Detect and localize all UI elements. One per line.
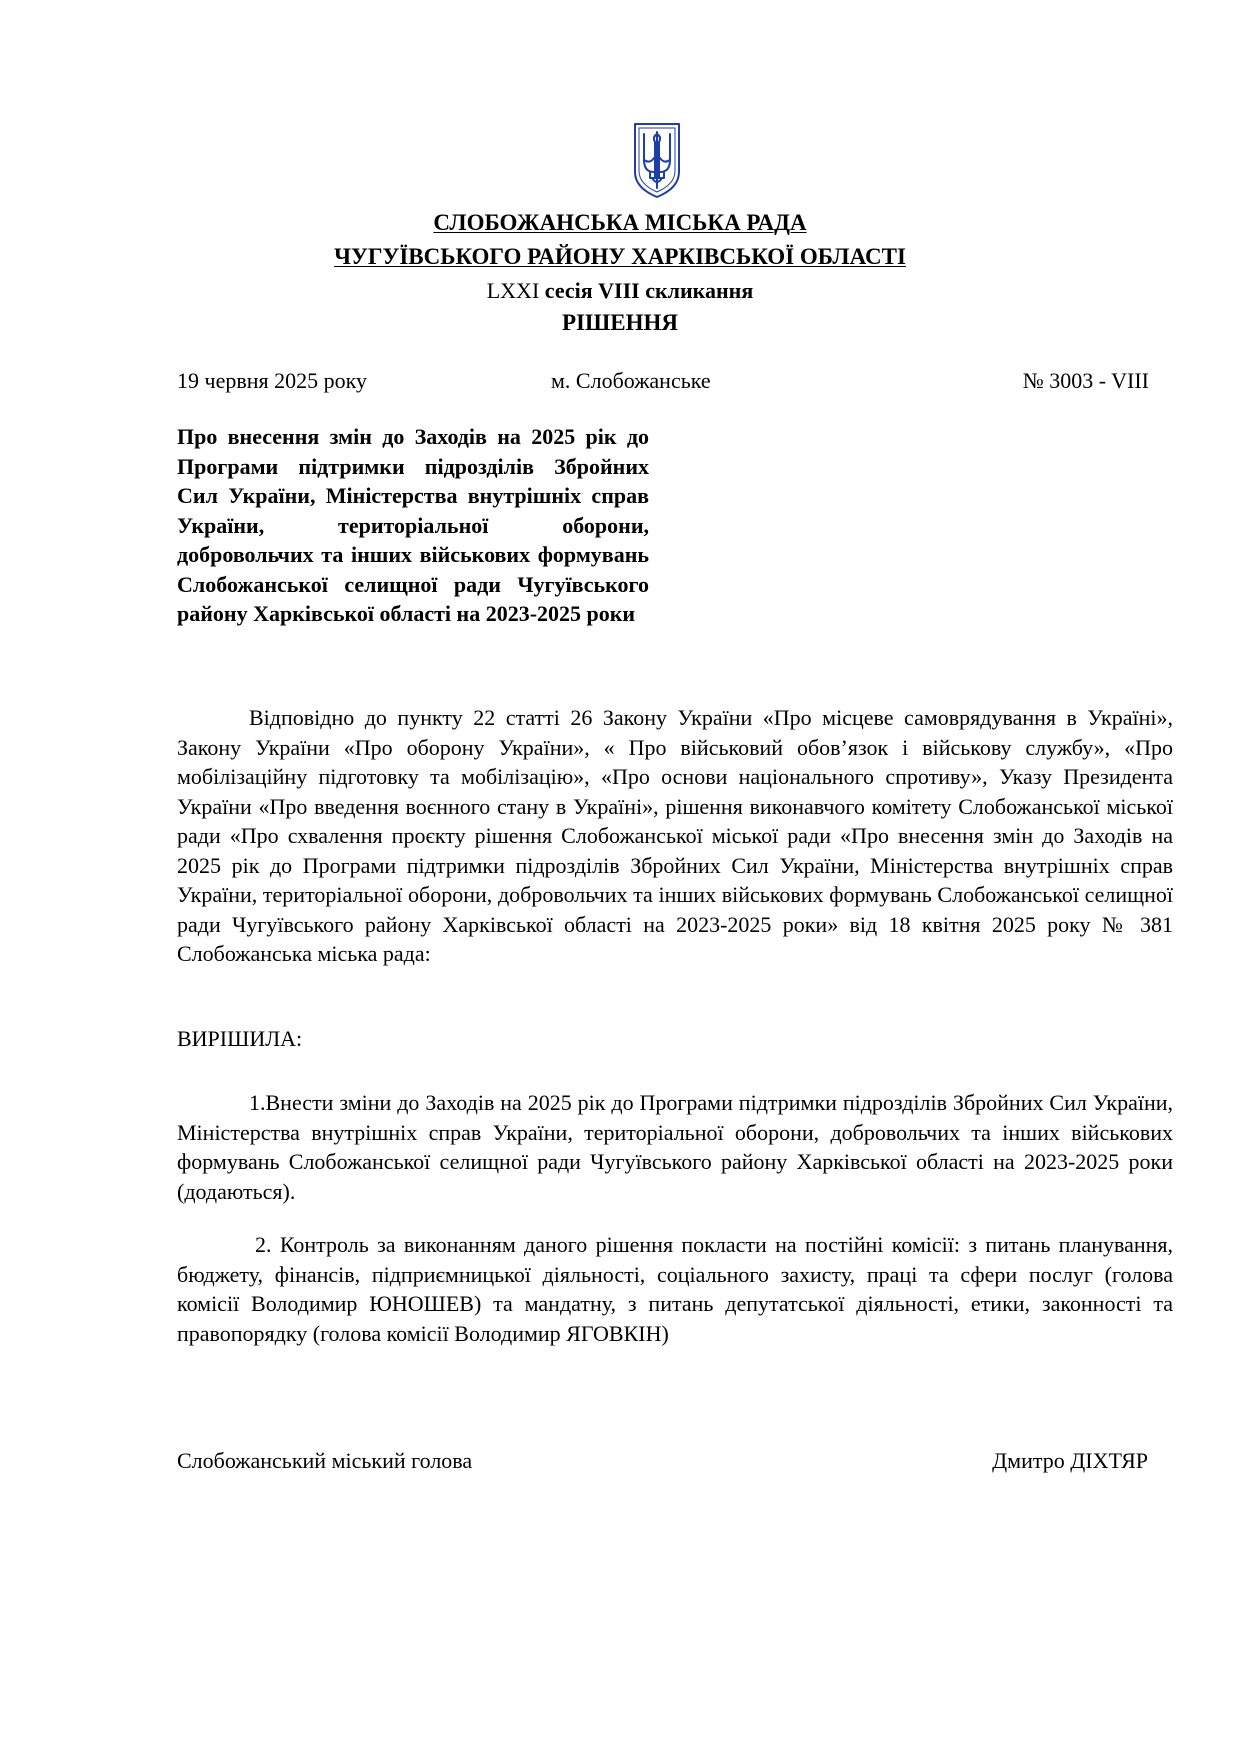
document-meta bbox=[177, 366, 1149, 396]
session-line bbox=[0, 276, 1240, 306]
coat-of-arms-icon bbox=[632, 120, 682, 200]
signatory-name: Дмитро ДІХТЯР bbox=[992, 1448, 1148, 1473]
decision-item-1: 1.Внести зміни до Заходів на 2025 рік до Програми підтримки підрозділів Збройних Сил України, Міністерства внутрішніх справ України, територіальної оборони, добровольчих та інших військових формувань Слобожанської селищної ради Чугуївського району Харківської області на 2023-2025 роки (додаються). bbox=[177, 1090, 1173, 1204]
document-place: м. Слобожанське bbox=[551, 368, 711, 393]
document-number: № 3003 - VIII bbox=[1022, 368, 1149, 393]
decision-item-2: 2. Контроль за виконанням даного рішення покласти на постійні комісії: з питань планування, бюджету, фінансів, підприємницької діяльності, соціального захисту, праці та сфери послуг (голова комісії Володимир ЮНОШЕВ) та мандатну, з питань депутатської діяльності, етики, законності та правопорядку (голова комісії Володимир ЯГОВКІН) bbox=[177, 1232, 1173, 1346]
session-rest: сесія VIII скликання bbox=[539, 278, 754, 303]
signatory-position: Слобожанський міський голова bbox=[177, 1448, 473, 1473]
council-name: СЛОБОЖАНСЬКА МІСЬКА РАДА bbox=[433, 210, 807, 235]
decided-heading: ВИРІШИЛА: bbox=[177, 1026, 303, 1051]
document-type: РІШЕННЯ bbox=[562, 310, 678, 335]
decision-title: Про внесення змін до Заходів на 2025 рік до Програми підтримки підрозділів Збройних Сил України, Міністерства внутрішніх справ України, територіальної оборони, добровольчих та інших військових формувань Слобожанської селищної ради Чугуївського району Харківської області на 2023-2025 роки bbox=[177, 424, 649, 626]
document-date: 19 червня 2025 року bbox=[177, 368, 367, 393]
preamble-paragraph: Відповідно до пункту 22 статті 26 Закону України «Про місцеве самоврядування в Україні», Закону України «Про оборону України», « Про військовий обов’язок і військову службу», «Про мобілізаційну підготовку та мобілізацію», «Про основи національного спротиву», Указу Президента України «Про введення воєнного стану в Україні», рішення виконавчого комітету Слобожанської міської ради «Про схвалення проєкту рішення Слобожанської міської ради «Про внесення змін до Заходів на 2025 рік до Програми підтримки підрозділів Збройних Сил України, Міністерства внутрішніх справ України, територіальної оборони, добровольчих та інших військових формувань Слобожанської селищної ради Чугуївського району Харківської області на 2023-2025 роки» від 18 квітня 2025 року № 381 Слобожанська міська рада: bbox=[177, 705, 1173, 966]
district-name: ЧУГУЇВСЬКОГО РАЙОНУ ХАРКІВСЬКОЇ ОБЛАСТІ bbox=[334, 244, 906, 269]
session-roman: LXXI bbox=[486, 278, 540, 303]
